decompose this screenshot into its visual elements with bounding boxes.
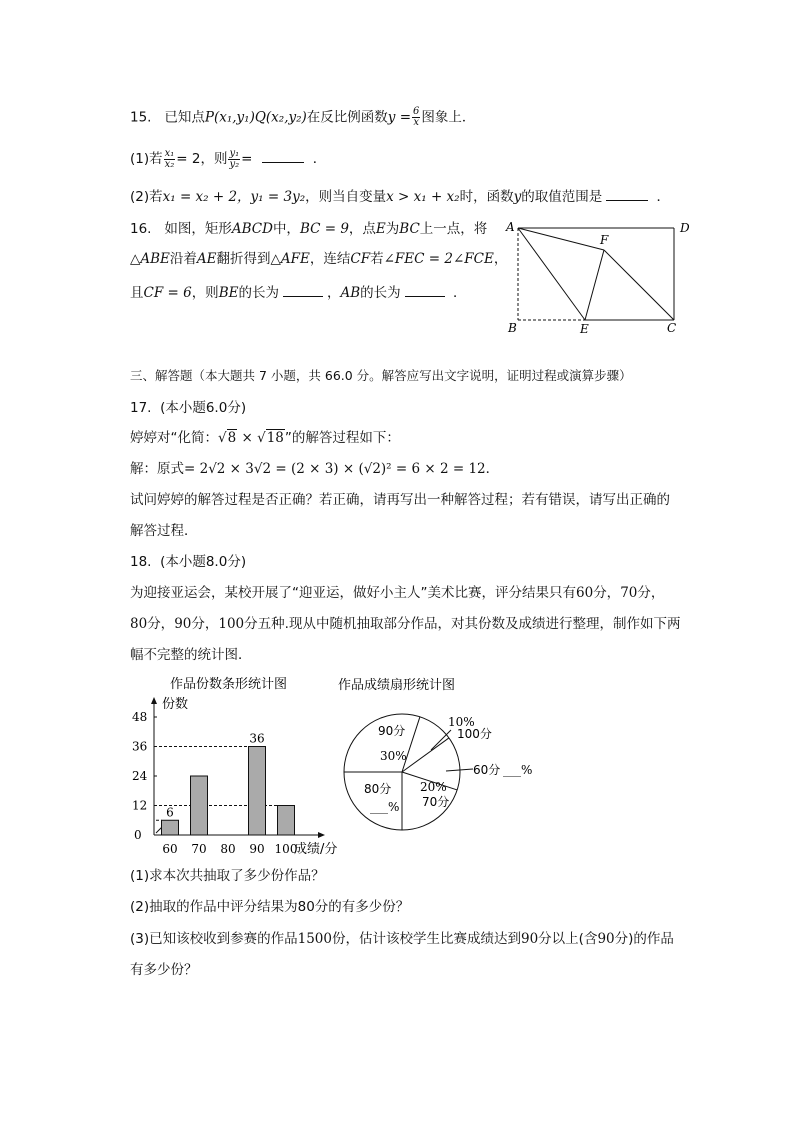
number: 90 xyxy=(520,931,539,947)
q18-sub2: (2)抽取的作品中评分结果为80分的有多少份？ xyxy=(130,899,410,915)
pie-percent-label: 30% xyxy=(380,749,407,763)
text: (3)已知该校收到参赛的作品 xyxy=(130,931,298,947)
text: 时，函数 xyxy=(459,189,514,205)
q18-sub3-cont: 有多少份？ xyxy=(130,962,198,978)
text: 的长为 xyxy=(238,285,279,301)
q18-sub3 xyxy=(130,929,674,949)
segment-FC xyxy=(604,250,674,320)
y-axis-arrow xyxy=(151,697,157,704)
q17-header xyxy=(130,398,246,418)
q16-line3 xyxy=(130,282,466,303)
math: BC = 9 xyxy=(299,221,349,237)
text: 中， xyxy=(272,221,300,237)
text: 解：原式 xyxy=(130,461,184,477)
score: (本小题8.0分) xyxy=(160,554,247,570)
text: 分)的作品 xyxy=(614,931,674,947)
bar-100 xyxy=(278,806,295,836)
text: 为 xyxy=(385,221,400,237)
text: 的长为 xyxy=(360,285,401,301)
text: 若 xyxy=(370,251,384,267)
fraction xyxy=(164,149,176,170)
q17-line3: 试问婷婷的解答过程是否正确？若正确，请再写出一种解答过程；若有错误，请写出正确的 xyxy=(130,492,670,508)
text: = xyxy=(241,151,253,167)
text: ”的解答过程如下： xyxy=(284,430,400,446)
text: 婷婷对“化简： xyxy=(130,430,218,446)
math: AB xyxy=(340,285,361,301)
score: (本小题6.0分) xyxy=(160,400,247,416)
q18-line3: 幅不完整的统计图． xyxy=(130,647,252,663)
pie-percent-label: 20% xyxy=(420,780,447,794)
numerator: x₁ xyxy=(164,147,175,159)
number: 60 xyxy=(576,585,594,601)
text: 分， xyxy=(191,616,219,632)
text: ． xyxy=(312,151,327,167)
chart-title: 作品成绩扇形统计图 xyxy=(338,678,456,693)
x-tick-label: 100 xyxy=(274,842,298,856)
pie-label: 80分 xyxy=(364,782,392,796)
number: 80 xyxy=(130,616,148,632)
x-axis-label: 成绩/分 xyxy=(294,842,338,857)
text: 分， xyxy=(593,585,621,601)
math: E xyxy=(375,221,386,237)
math: ∠FEC = 2∠FCE xyxy=(383,251,494,267)
text: 已知点 xyxy=(164,109,205,126)
text: ，点 xyxy=(348,221,376,237)
pie-percent-label: ___% xyxy=(503,763,533,777)
rectangle-figure xyxy=(500,216,700,338)
segment-AE xyxy=(518,228,585,320)
math: P(x₁,y₁)Q(x₂,y₂) xyxy=(204,109,307,126)
math: CF = 6 xyxy=(143,285,192,301)
q15-part2 xyxy=(130,186,670,207)
number: 90 xyxy=(174,616,192,632)
text: ， xyxy=(326,285,341,301)
math: AE xyxy=(196,251,217,267)
text: ． xyxy=(452,285,467,301)
bar-value-label: 36 xyxy=(249,731,265,746)
math: BE xyxy=(218,285,239,301)
math: △AFE xyxy=(270,251,310,267)
text: (1)若 xyxy=(130,151,163,167)
numerator: y₁ xyxy=(229,147,240,159)
x-tick-label: 60 xyxy=(162,842,178,856)
math: BC xyxy=(399,221,420,237)
label-F: F xyxy=(600,233,609,247)
text: ，连结 xyxy=(309,251,351,267)
text: = 2，则 xyxy=(176,151,228,167)
segment-AF xyxy=(518,228,604,250)
q17-line2 xyxy=(130,459,499,479)
q16-line2 xyxy=(130,249,507,269)
text: 份，估计该校学生比赛成绩达到 xyxy=(331,931,521,947)
label-D: D xyxy=(680,221,690,235)
number: 100 xyxy=(218,616,245,632)
text: 分， xyxy=(147,616,175,632)
leader-line xyxy=(431,730,451,750)
pie-label: 100分 xyxy=(457,727,492,741)
q18-header xyxy=(130,552,246,572)
text: 翻折得到 xyxy=(216,251,271,267)
answer-blank[interactable] xyxy=(405,282,445,297)
bar-60 xyxy=(162,820,179,835)
q17-line4: 解答过程． xyxy=(130,523,198,539)
bar-90 xyxy=(249,747,266,836)
text: 如图，矩形 xyxy=(164,221,232,237)
fraction xyxy=(412,107,420,128)
text: 分， xyxy=(637,585,665,601)
text: 分以上(含 xyxy=(538,931,598,947)
denominator: y₂ xyxy=(229,158,240,170)
q15-stem xyxy=(130,107,475,128)
text: 沿着 xyxy=(169,251,197,267)
question-number: 17. xyxy=(130,400,152,416)
section-heading: 三、解答题（本大题共 7 小题，共 66.0 分。解答应写出文字说明，证明过程或演算步骤） xyxy=(130,368,632,383)
denominator: x₂ xyxy=(164,158,175,170)
math: y = xyxy=(387,109,412,126)
pie-label: 70分 xyxy=(422,795,450,809)
text: ，则 xyxy=(191,285,219,301)
text: ． xyxy=(656,189,671,205)
q17-line1 xyxy=(130,428,400,448)
rect-top-right-sides xyxy=(518,228,674,320)
math: ABCD xyxy=(231,221,273,237)
question-number: 15. xyxy=(130,109,152,126)
bar-70 xyxy=(191,776,208,835)
answer-blank[interactable] xyxy=(262,148,304,163)
y-tick-label: 48 xyxy=(132,710,148,724)
math: x₁ = x₂ + 2，y₁ = 3y₂ xyxy=(162,189,306,205)
q18-line1 xyxy=(130,583,664,603)
text: ， xyxy=(493,251,508,267)
math: y xyxy=(513,189,522,205)
label-B: B xyxy=(508,321,517,335)
label-C: C xyxy=(667,321,677,335)
pie-percent-label: ___% xyxy=(370,800,400,814)
text: ． xyxy=(485,461,500,477)
math: △ABE xyxy=(130,251,170,267)
math: CF xyxy=(350,251,371,267)
question-number: 16. xyxy=(130,221,152,237)
chart-title: 作品份数条形统计图 xyxy=(170,677,288,692)
text: (2)若 xyxy=(130,189,163,205)
answer-blank[interactable] xyxy=(283,282,323,297)
sqrt: √8 xyxy=(218,430,237,446)
bar-value-label: 6 xyxy=(166,805,174,820)
radicand: 18 xyxy=(266,430,284,446)
number: 70 xyxy=(620,585,638,601)
pie-chart xyxy=(330,672,560,862)
text: 分五种.现从中随机抽取部分作品，对其份数及成绩进行整理，制作如下两 xyxy=(244,616,681,632)
q18-line2 xyxy=(130,614,680,634)
segment-FE xyxy=(585,250,604,320)
y-tick-label: 0 xyxy=(134,828,142,842)
radicand: 8 xyxy=(227,430,237,446)
pie-percent-label: 10% xyxy=(448,715,475,729)
x-tick-label: 90 xyxy=(249,842,265,856)
math: x > x₁ + x₂ xyxy=(386,189,460,205)
numerator: 6 xyxy=(413,106,420,117)
text: 的取值范围是 xyxy=(521,189,603,205)
pie-label: 90分 xyxy=(378,724,406,738)
number: 90 xyxy=(597,931,615,947)
text: 为迎接亚运会，某校开展了“迎亚运，做好小主人”美术比赛，评分结果只有 xyxy=(130,585,576,601)
y-tick-label: 12 xyxy=(132,798,148,813)
pie-slice-boundary xyxy=(402,738,449,772)
math: × xyxy=(237,430,258,446)
pie-label: 60分 xyxy=(473,763,501,777)
fraction xyxy=(228,149,240,170)
text: 且 xyxy=(130,285,144,301)
label-A: A xyxy=(506,220,515,234)
sqrt: √18 xyxy=(257,430,284,446)
y-axis-label: 份数 xyxy=(162,697,189,712)
q15-part1 xyxy=(130,148,326,170)
question-number: 18. xyxy=(130,554,152,570)
math: = 2√2 × 3√2 = (2 × 3) × (√2)² = 6 × 2 = 12 xyxy=(184,461,486,477)
answer-blank[interactable] xyxy=(606,186,648,201)
number: 1500 xyxy=(297,931,332,947)
q18-sub1: (1)求本次共抽取了多少份作品？ xyxy=(130,868,325,884)
q16-line1 xyxy=(130,219,487,239)
x-tick-label: 80 xyxy=(220,842,236,856)
text: ，则当自变量 xyxy=(305,189,387,205)
text: 上一点，将 xyxy=(419,221,488,237)
label-E: E xyxy=(580,322,589,336)
denominator: x xyxy=(413,117,420,128)
text: 图象上． xyxy=(421,109,476,126)
x-axis-arrow xyxy=(318,832,325,838)
text: 在反比例函数 xyxy=(306,109,388,126)
x-tick-label: 70 xyxy=(191,842,207,856)
y-tick-label: 36 xyxy=(132,739,148,754)
y-tick-label: 24 xyxy=(132,769,148,783)
